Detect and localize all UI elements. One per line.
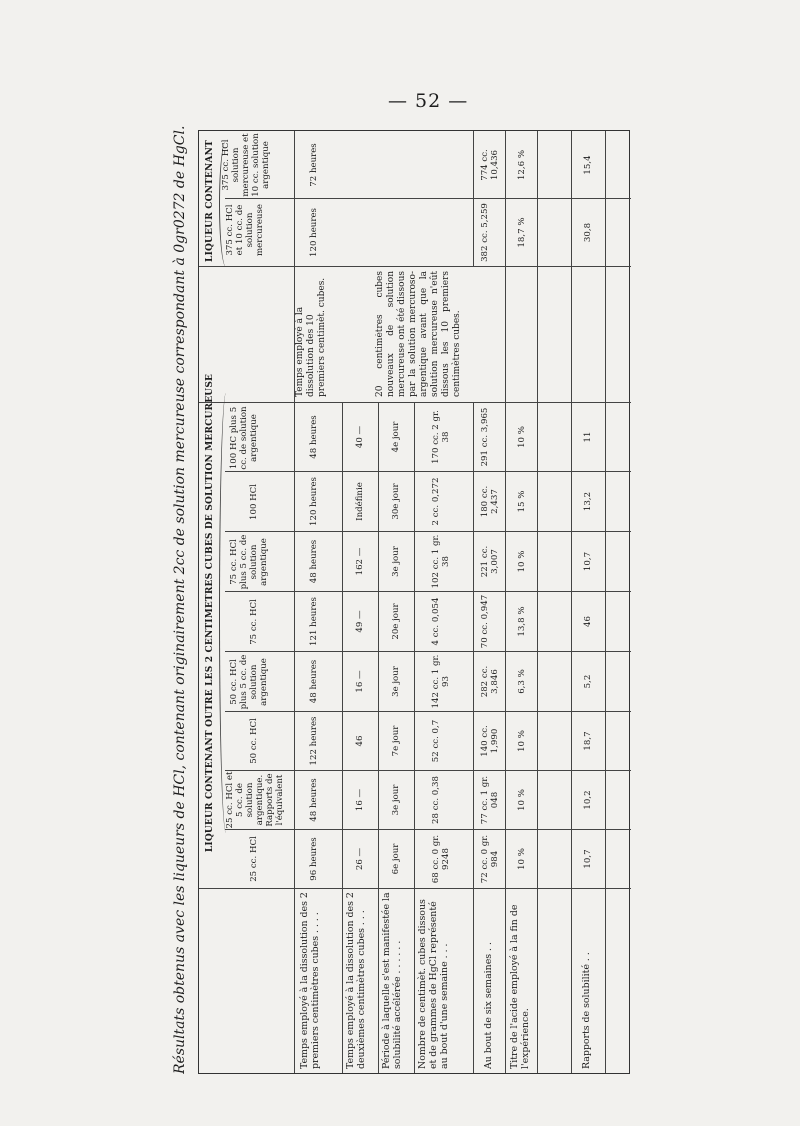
table-cell: 18,7 % [517, 217, 527, 248]
col-divider [225, 711, 631, 712]
table-cell: 7e jour [391, 725, 401, 757]
table-cell: 180 cc. 2,437 [480, 485, 500, 518]
table-cell: 291 cc. 3,965 [480, 407, 490, 467]
table-cell: 382 cc. 5,259 [480, 203, 490, 262]
table-cell: 162 — [355, 547, 365, 576]
table-cell: 49 — [355, 610, 365, 633]
table-cell: 4 cc. 0,054 [431, 597, 441, 646]
col-divider [225, 591, 631, 592]
table-cell: 72 heures [309, 143, 319, 187]
table-cell: 120 heures [309, 208, 319, 257]
row-divider [473, 403, 474, 1073]
col-divider [199, 402, 631, 403]
table-cell: 48 heures [309, 539, 319, 584]
table-cell: 68 cc. 0 gr. 9248 [431, 834, 451, 884]
row-label: Au bout de six semaines . . [483, 942, 494, 1069]
table-cell: 3e jour [391, 666, 401, 697]
table-cell: 774 cc. 10,436 [480, 149, 500, 181]
table-cell: 170 cc. 2 gr. 38 [431, 410, 451, 464]
col-header: 75 cc. HCl plus 5 cc. de solution argentique [229, 534, 269, 590]
col-header: 100 HCl [249, 484, 259, 520]
table-cell: 16 — [355, 788, 365, 812]
col-header: 50 cc. HCl [249, 718, 259, 764]
row-label: Temps employé à la dissolution des 2 premiers centimètres cubes . . . . [299, 892, 321, 1069]
col-divider [225, 471, 631, 472]
col-header: 100 HC plus 5 cc. de solution argentique [229, 406, 259, 470]
table-cell: 102 cc. 1 gr. 38 [431, 534, 451, 589]
table-cell: 48 heures [309, 659, 319, 704]
table-cell: 3e jour [391, 784, 401, 816]
table-cell: 52 cc. 0,7 [431, 719, 441, 763]
table-cell: 10,7 [583, 849, 593, 869]
table-cell: Indéfinie [355, 482, 365, 521]
table-cell: 122 heures [309, 716, 319, 766]
table-cell: 13,2 [583, 491, 593, 512]
table-cell: 10 % [517, 848, 527, 870]
results-table [198, 130, 630, 1074]
col-divider [225, 531, 631, 532]
table-cell: 3e jour [391, 546, 401, 577]
col-header: 375 cc. HCl et 10 cc. de solution mercureuse [225, 204, 265, 256]
row-label: Période à laquelle s'est manifestée la solubilité accélérée . . . . . . [381, 892, 403, 1069]
table-cell: 4e jour [391, 421, 401, 453]
table-cell: 15 % [517, 490, 527, 513]
col-header: 50 cc. HCl plus 5 cc. de solution argentique [229, 654, 269, 710]
row-divider [537, 131, 538, 1073]
table-cell: 46 [583, 616, 593, 627]
row-divider [414, 403, 415, 1073]
row-divider [342, 403, 343, 1073]
col-header: 25 cc. HCl et 5 cc. de solution argentique. Rapports de l'équivalent [225, 771, 285, 829]
table-cell: 12,6 % [517, 149, 527, 181]
table-cell: 40 — [355, 425, 365, 449]
table-cell: 6,3 % [517, 669, 527, 694]
table-cell: 121 heures [309, 597, 319, 646]
table-cell: 48 heures [309, 415, 319, 459]
col-divider [199, 888, 631, 889]
group-brace-left [219, 393, 226, 833]
row-label: Nombre de centimèt. cubes dissous et de grammes de HgCl représenté au bout d'une semaine . . . [417, 899, 450, 1069]
row-divider [378, 403, 379, 1073]
table-cell: 10 % [517, 550, 527, 573]
table-cell: 140 cc. 1,990 [480, 725, 500, 757]
table-cell: 72 cc. 0 gr. 984 [480, 834, 500, 884]
middle-note-time: Temps employé à la dissolution des 10 premiers centimèt. cubes. [295, 277, 327, 397]
table-cell: 70 cc. 0,947 [480, 594, 490, 649]
table-cell: 96 heures [309, 837, 319, 881]
col-divider [225, 770, 631, 771]
table-cell: 221 cc. 3,007 [480, 545, 500, 578]
col-header: 375 cc. HCl solution mercureuse et 10 cc. solution argentique [221, 133, 271, 197]
table-caption: Résultats obtenus avec les liqueurs de HCl, contenant originairement 2cc de solution mercureuse correspondant à 0gr0272 de HgCl. [172, 125, 188, 1074]
row-divider [605, 131, 606, 1073]
table-cell: 10,2 [583, 790, 593, 810]
row-divider [473, 131, 474, 267]
group-header-left: LIQUEUR CONTENANT OUTRE LES 2 CENTIMÈTRES CUBES DE SOLUTION MERCUREUSE [205, 373, 215, 853]
table-cell: 10 % [517, 789, 527, 811]
table-cell: 20e jour [391, 603, 401, 640]
col-divider [199, 266, 631, 267]
group-header-right: LIQUEUR CONTENANT [205, 140, 215, 262]
table-cell: 77 cc. 1 gr. 048 [480, 775, 500, 825]
table-cell: 10 % [517, 426, 527, 448]
table-cell: 28 cc. 0,38 [431, 776, 441, 824]
table-cell: 10,7 [583, 551, 593, 572]
row-label: Temps employé à la dissolution des 2 deuxièmes centimètres cubes . . . [345, 892, 367, 1069]
table-cell: 46 [355, 735, 365, 747]
rotated-table-block [170, 114, 640, 1074]
table-cell: 142 cc. 1 gr. 93 [431, 654, 451, 709]
col-divider [225, 651, 631, 652]
table-cell: 16 — [355, 670, 365, 693]
table-cell: 13,8 % [517, 606, 527, 637]
row-divider [571, 131, 572, 1073]
col-header: 25 cc. HCl [249, 836, 259, 882]
row-divider [505, 131, 506, 1073]
table-cell: 26 — [355, 847, 365, 871]
table-cell: 30e jour [391, 483, 401, 520]
col-divider [225, 198, 631, 199]
table-cell: 6e jour [391, 843, 401, 875]
page-number: — 52 — [388, 90, 469, 112]
table-cell: 10 % [517, 730, 527, 752]
row-label: Titre de l'acide employé à la fin de l'expérience. [509, 904, 531, 1069]
col-header: 75 cc. HCl [249, 599, 259, 645]
table-cell: 18,7 [583, 731, 593, 751]
table-cell: 48 heures [309, 778, 319, 822]
table-cell: 120 heures [309, 477, 319, 526]
table-cell: 11 [583, 431, 593, 443]
table-cell: 5,2 [583, 674, 593, 689]
table-cell: 2 cc. 0,272 [431, 477, 441, 526]
table-cell: 282 cc. 3,846 [480, 665, 500, 698]
middle-note-dissolution: 20 centimètres cubes nouveaux de solution mercureuse ont été dissous par la solution mercuroso-argentique avant que la solution mercureuse n'eût dissous les 10 premiers centimètres cubes. [375, 271, 462, 397]
table-cell: 15,4 [583, 155, 593, 175]
col-divider [225, 829, 631, 830]
table-cell: 30,8 [583, 222, 593, 243]
row-label: Rapports de solubilité . . [581, 952, 592, 1069]
